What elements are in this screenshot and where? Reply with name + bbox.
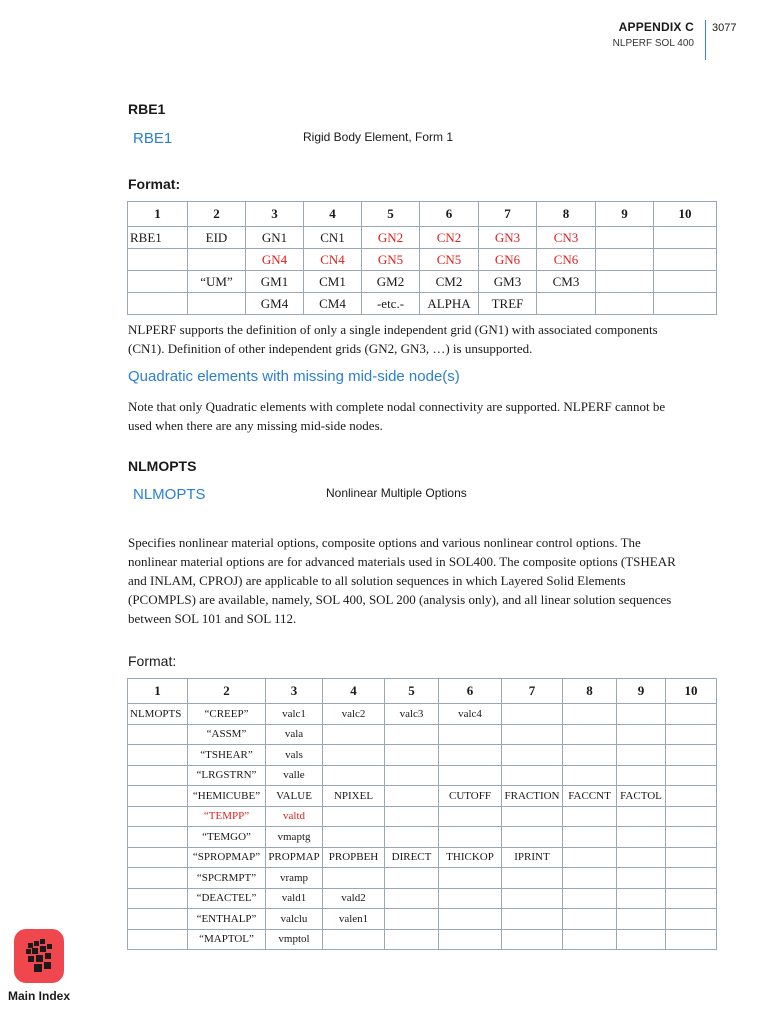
table-row	[128, 293, 717, 315]
table-cell: “LRGSTRN”	[188, 765, 266, 786]
table-cell: RBE1	[128, 227, 188, 249]
table-cell	[617, 724, 666, 745]
table-cell: GN5	[362, 249, 420, 271]
table-cell: “UM”	[188, 271, 246, 293]
table-row	[128, 888, 717, 909]
nlmopts-paragraph-line: (PCOMPLS) are available, namely, SOL 400, SOL 200 (analysis only), and all linear solution sequences	[128, 592, 672, 607]
table-cell	[502, 724, 563, 745]
nlmopts-paragraph-line: nonlinear material options are for advanced materials used in SOL400. The composite options (TSHEAR	[128, 554, 676, 569]
table-cell	[502, 827, 563, 848]
table-cell	[128, 249, 188, 271]
table-cell	[563, 745, 617, 766]
table-cell	[502, 745, 563, 766]
table-cell	[502, 806, 563, 827]
nlmopts-description: Nonlinear Multiple Options	[326, 486, 467, 500]
table-cell	[323, 745, 385, 766]
table-cell	[666, 929, 717, 950]
table-cell: CN1	[304, 227, 362, 249]
table-cell	[502, 868, 563, 889]
table-cell	[439, 765, 502, 786]
table-cell	[563, 704, 617, 725]
table-cell: “TEMGO”	[188, 827, 266, 848]
table-cell: “CREEP”	[188, 704, 266, 725]
table-row	[128, 847, 717, 868]
table-cell	[617, 929, 666, 950]
table-cell	[128, 724, 188, 745]
table-cell: CN2	[420, 227, 479, 249]
table-cell	[385, 868, 439, 889]
table-cell	[128, 293, 188, 315]
table-cell	[563, 888, 617, 909]
rbe1-entry-name: RBE1	[133, 130, 173, 147]
table-cell	[596, 271, 654, 293]
column-header: 8	[537, 202, 596, 227]
table-cell: valle	[266, 765, 323, 786]
table-cell	[563, 847, 617, 868]
table-cell: “SPROPMAP”	[188, 847, 266, 868]
table-cell	[385, 765, 439, 786]
table-cell: TREF	[479, 293, 537, 315]
table-row	[128, 271, 717, 293]
column-header: 8	[563, 679, 617, 704]
table-cell	[385, 724, 439, 745]
table-cell: GN4	[246, 249, 304, 271]
table-cell: FRACTION	[502, 786, 563, 807]
table-cell: vramp	[266, 868, 323, 889]
table-cell	[654, 227, 717, 249]
table-cell	[666, 827, 717, 848]
table-cell: IPRINT	[502, 847, 563, 868]
table-cell: valclu	[266, 909, 323, 930]
table-cell	[385, 888, 439, 909]
table-cell: “MAPTOL”	[188, 929, 266, 950]
table-cell	[563, 827, 617, 848]
table-cell: “DEACTEL”	[188, 888, 266, 909]
table-cell	[617, 909, 666, 930]
table-cell: CN3	[537, 227, 596, 249]
table-cell: EID	[188, 227, 246, 249]
table-cell: “HEMICUBE”	[188, 786, 266, 807]
table-cell	[617, 745, 666, 766]
table-cell	[654, 271, 717, 293]
table-cell	[563, 909, 617, 930]
table-cell	[128, 909, 188, 930]
column-header: 9	[617, 679, 666, 704]
table-cell	[385, 827, 439, 848]
table-cell	[666, 806, 717, 827]
table-cell	[666, 868, 717, 889]
table-cell	[188, 249, 246, 271]
column-header: 7	[502, 679, 563, 704]
rbe1-note-line: (CN1). Definition of other independent grids (GN2, GN3, …) is unsupported.	[128, 341, 533, 356]
table-cell	[617, 868, 666, 889]
table-cell	[439, 929, 502, 950]
table-cell	[439, 909, 502, 930]
table-cell	[323, 929, 385, 950]
column-header: 10	[666, 679, 717, 704]
table-cell: “ASSM”	[188, 724, 266, 745]
table-cell: “SPCRMPT”	[188, 868, 266, 889]
column-header: 3	[246, 202, 304, 227]
table-cell	[537, 293, 596, 315]
table-cell: CM1	[304, 271, 362, 293]
table-row	[128, 765, 717, 786]
quadratic-note	[128, 397, 728, 435]
table-cell: CN6	[537, 249, 596, 271]
header-subtitle: NLPERF SOL 400	[612, 38, 694, 49]
table-cell: CM4	[304, 293, 362, 315]
table-cell	[563, 724, 617, 745]
quadratic-note-line: used when there are any missing mid-side nodes.	[128, 418, 383, 433]
table-cell	[666, 704, 717, 725]
table-row	[128, 249, 717, 271]
rbe1-note	[128, 320, 728, 358]
table-cell	[128, 806, 188, 827]
logo-icon	[14, 929, 64, 983]
column-header: 4	[323, 679, 385, 704]
table-cell	[323, 724, 385, 745]
table-cell: valc2	[323, 704, 385, 725]
table-cell	[617, 827, 666, 848]
rbe1-format-table	[127, 201, 717, 315]
column-header: 3	[266, 679, 323, 704]
table-cell: FACTOL	[617, 786, 666, 807]
table-row	[128, 868, 717, 889]
column-header: 6	[420, 202, 479, 227]
rbe1-description: Rigid Body Element, Form 1	[303, 130, 454, 144]
table-cell	[128, 868, 188, 889]
table-cell	[563, 868, 617, 889]
column-header: 9	[596, 202, 654, 227]
table-cell	[617, 765, 666, 786]
table-cell: -etc.-	[362, 293, 420, 315]
table-cell	[666, 888, 717, 909]
table-cell: CUTOFF	[439, 786, 502, 807]
nlmopts-paragraph-line: between SOL 101 and SOL 112.	[128, 611, 297, 626]
appendix-label: APPENDIX C	[618, 20, 694, 34]
nlmopts-paragraph	[128, 533, 728, 628]
table-cell	[128, 827, 188, 848]
table-cell: CM2	[420, 271, 479, 293]
table-cell	[439, 888, 502, 909]
table-cell: PROPBEH	[323, 847, 385, 868]
table-cell	[666, 909, 717, 930]
table-row	[128, 724, 717, 745]
table-cell	[188, 293, 246, 315]
column-header: 1	[128, 679, 188, 704]
table-row	[128, 909, 717, 930]
table-cell: GM1	[246, 271, 304, 293]
table-cell	[323, 827, 385, 848]
nlmopts-format-label: Format:	[128, 653, 177, 669]
table-cell: GM3	[479, 271, 537, 293]
table-cell	[439, 806, 502, 827]
table-cell	[439, 745, 502, 766]
table-cell	[128, 786, 188, 807]
table-cell	[596, 227, 654, 249]
column-header: 5	[362, 202, 420, 227]
table-cell	[128, 929, 188, 950]
table-cell	[654, 249, 717, 271]
table-row	[128, 806, 717, 827]
rbe1-heading: RBE1	[128, 101, 166, 117]
table-row	[128, 227, 717, 249]
table-cell: “TSHEAR”	[188, 745, 266, 766]
main-index-logo[interactable]	[14, 929, 64, 983]
nlmopts-format-table	[127, 678, 717, 950]
table-cell	[617, 704, 666, 725]
table-cell	[439, 724, 502, 745]
table-cell: valc4	[439, 704, 502, 725]
table-cell: vald1	[266, 888, 323, 909]
table-cell	[502, 765, 563, 786]
column-header: 10	[654, 202, 717, 227]
table-cell	[617, 806, 666, 827]
table-cell: vala	[266, 724, 323, 745]
rbe1-note-line: NLPERF supports the definition of only a single independent grid (GN1) with associated components	[128, 322, 658, 337]
table-row	[128, 929, 717, 950]
table-header-row	[128, 202, 717, 227]
table-cell: “ENTHALP”	[188, 909, 266, 930]
table-cell	[385, 929, 439, 950]
nlmopts-paragraph-line: Specifies nonlinear material options, composite options and various nonlinear control options. The	[128, 535, 641, 550]
table-cell: GN1	[246, 227, 304, 249]
table-cell: CN4	[304, 249, 362, 271]
table-cell	[563, 806, 617, 827]
table-cell: GN3	[479, 227, 537, 249]
table-cell	[666, 745, 717, 766]
table-cell	[596, 249, 654, 271]
table-cell: THICKOP	[439, 847, 502, 868]
rbe1-format-label: Format:	[128, 176, 181, 192]
table-cell: GN6	[479, 249, 537, 271]
nlmopts-heading: NLMOPTS	[128, 458, 197, 474]
table-cell: “TEMPP”	[188, 806, 266, 827]
table-cell: ALPHA	[420, 293, 479, 315]
table-cell: NPIXEL	[323, 786, 385, 807]
table-cell	[439, 827, 502, 848]
table-cell: valc3	[385, 704, 439, 725]
table-cell: VALUE	[266, 786, 323, 807]
table-cell	[666, 847, 717, 868]
table-cell: FACCNT	[563, 786, 617, 807]
table-row	[128, 745, 717, 766]
table-cell	[563, 929, 617, 950]
table-cell	[502, 704, 563, 725]
table-cell: valc1	[266, 704, 323, 725]
table-cell: vals	[266, 745, 323, 766]
table-cell	[323, 806, 385, 827]
table-cell	[128, 765, 188, 786]
table-header-row	[128, 679, 717, 704]
table-cell	[654, 293, 717, 315]
column-header: 2	[188, 679, 266, 704]
table-row	[128, 827, 717, 848]
table-cell: DIRECT	[385, 847, 439, 868]
table-cell: GN2	[362, 227, 420, 249]
table-cell: NLMOPTS	[128, 704, 188, 725]
table-cell: valen1	[323, 909, 385, 930]
table-row	[128, 704, 717, 725]
nlmopts-paragraph-line: and INLAM, CPROJ) are applicable to all solution sequences in which Layered Solid Elements	[128, 573, 626, 588]
column-header: 1	[128, 202, 188, 227]
table-cell	[128, 745, 188, 766]
table-cell: valtd	[266, 806, 323, 827]
header-divider	[705, 20, 706, 60]
table-cell	[385, 786, 439, 807]
table-cell	[128, 271, 188, 293]
table-cell	[323, 765, 385, 786]
table-cell	[385, 745, 439, 766]
table-cell: vmptol	[266, 929, 323, 950]
page-number: 3077	[712, 22, 737, 34]
column-header: 2	[188, 202, 246, 227]
table-cell: vmaptg	[266, 827, 323, 848]
table-cell	[128, 888, 188, 909]
table-cell	[502, 909, 563, 930]
table-cell: PROPMAP	[266, 847, 323, 868]
table-cell	[596, 293, 654, 315]
table-cell: CM3	[537, 271, 596, 293]
table-cell	[502, 888, 563, 909]
table-cell	[617, 847, 666, 868]
nlmopts-entry-name: NLMOPTS	[133, 486, 206, 503]
column-header: 6	[439, 679, 502, 704]
table-cell: GM2	[362, 271, 420, 293]
column-header: 7	[479, 202, 537, 227]
table-cell	[323, 868, 385, 889]
column-header: 4	[304, 202, 362, 227]
table-cell: vald2	[323, 888, 385, 909]
table-cell	[617, 888, 666, 909]
table-cell	[666, 724, 717, 745]
table-cell	[666, 765, 717, 786]
main-index-link[interactable]: Main Index	[8, 989, 71, 1003]
table-cell	[439, 868, 502, 889]
table-cell	[385, 806, 439, 827]
running-header	[613, 20, 694, 49]
table-cell	[666, 786, 717, 807]
table-cell	[385, 909, 439, 930]
table-cell	[128, 847, 188, 868]
quadratic-note-line: Note that only Quadratic elements with complete nodal connectivity are supported. NLPERF cannot be	[128, 399, 666, 414]
quadratic-heading: Quadratic elements with missing mid-side node(s)	[128, 368, 460, 385]
table-cell	[502, 929, 563, 950]
column-header: 5	[385, 679, 439, 704]
table-cell: CN5	[420, 249, 479, 271]
table-cell	[563, 765, 617, 786]
table-cell: GM4	[246, 293, 304, 315]
table-row	[128, 786, 717, 807]
